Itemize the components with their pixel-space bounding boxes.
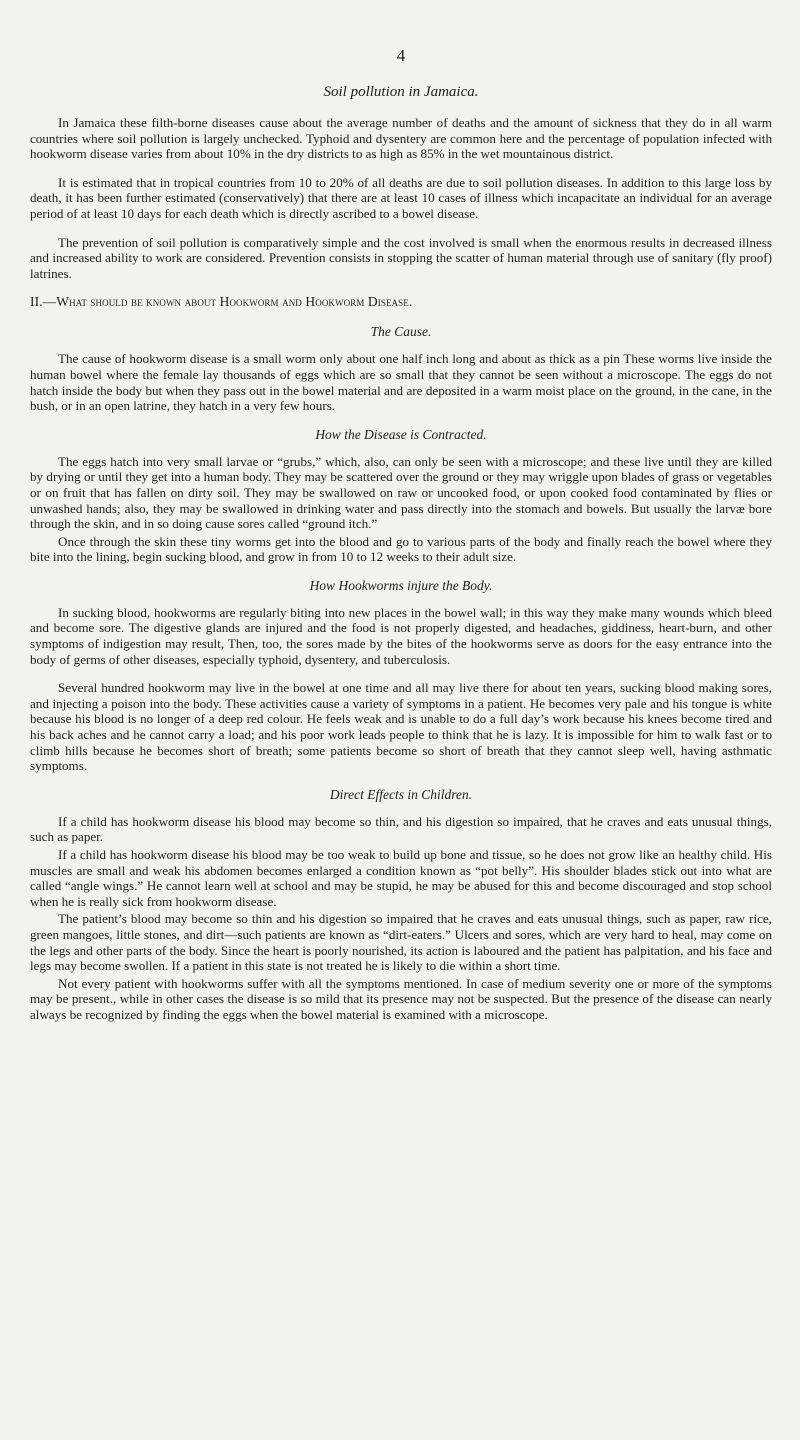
intro-paragraph-2: It is estimated that in tropical countries from 10 to 20% of all deaths are due to soil pollution diseases. In addition to this large loss by death, it has been further estimated (conservatively) that there are at least 10 cases of illness which incapacitate an individual for an average period of at least 10 days for each death which is directly ascribed to a bowel disease. (30, 174, 772, 221)
injure-paragraph-1: In sucking blood, hookworms are regularly biting into new places in the bowel wall; in this way they make many wounds which bleed and become sore. The digestive glands are injured and the food is not properly digested, and headaches, giddiness, heart-burn, and other symptoms of indigestion may result, Then, too, the sores made by the bites of the hookworms serve as doors for the easy entrance into the body of germs of other diseases, especially typhoid, dysentery, and tuberculosis. (30, 604, 772, 667)
subheading-children: Direct Effects in Children. (329, 786, 473, 802)
page-number: 4 (396, 46, 406, 65)
subheading-cause: The Cause. (370, 324, 432, 340)
intro-paragraph-3: The prevention of soil pollution is comparatively simple and the cost involved is small when the enormous results in decreased illness and increased ability to work are considered. Prevention consists in stopping the scatter of human material through use of sanitary (fly proof) latrines. (30, 234, 772, 281)
children-paragraph-3: The patient’s blood may become so thin and his digestion so impaired that he craves and eats unusual things, such as paper, raw rice, green mangoes, little stones, and dirt—such patients are known as “dirt-eaters.” Ulcers and sores, which are very hard to heal, may come on the legs and other parts of the body. Since the heart is poorly nourished, its action is laboured and the patient has palpitation, and his face and legs may become swollen. If a patient in this state is not treated he is likely to die within a short time. (30, 911, 772, 974)
subheading-injure: How Hookworms injure the Body. (309, 577, 493, 593)
section-heading-text: What should be known about Hookworm and Hookworm Disease. (56, 294, 413, 310)
section-numeral: II.— (30, 294, 57, 310)
document-title: Soil pollution in Jamaica. (323, 84, 479, 100)
children-paragraph-1: If a child has hookworm disease his blood may become so thin, and his digestion so impaired, that he craves and eats unusual things, such as paper. (30, 813, 772, 845)
contracted-paragraph-2: Once through the skin these tiny worms get into the blood and go to various parts of the body and finally reach the bowel where they bite into the lining, begin sucking blood, and grow in from 10 to 12 weeks to their adult size. (30, 533, 772, 565)
section-heading-hookworm (30, 294, 772, 310)
intro-paragraph-1: In Jamaica these filth-borne diseases cause about the average number of deaths and the amount of sickness that they do in all warm countries where soil pollution is largely unchecked. Typhoid and dysentery are common here and the percentage of population infected with hookworm disease varies from about 10% in the dry districts to as high as 85% in the wet mountainous district. (30, 115, 772, 162)
contracted-paragraph-1: The eggs hatch into very small larvae or “grubs,” which, also, can only be seen with a microscope; and these live until they are killed by drying or until they get into a human body. They may be scattered over the ground or they may wriggle upon blades of grass or vegetables or on fruit that has fallen on dirty soil. They may be swallowed on raw or uncooked food, or upon cooked food contaminated by flies or unwashed hands; also, they may be swallowed in drinking water and pass directly into the stomach and bowels. But usually the larvæ bore through the skin, and in so doing cause sores called “ground itch.” (30, 453, 772, 532)
injure-paragraph-2: Several hundred hookworm may live in the bowel at one time and all may live there for about ten years, sucking blood making sores, and injecting a poison into the body. These activities cause a variety of symptoms in a patient. He becomes very pale and his tongue is white because his blood is no longer of a deep red colour. He feels weak and is unable to do a full day’s work because his knees become tired and his back aches and he cannot carry a load; and his poor work leads people to think that he is lazy. It is impossible for him to walk fast or to climb hills because he becomes short of breath; some patients become so short of breath that they cannot sleep well, having asthmatic symptoms. (30, 680, 772, 774)
subheading-contracted: How the Disease is Contracted. (315, 426, 487, 442)
children-paragraph-2: If a child has hookworm disease his blood may be too weak to build up bone and tissue, so he does not grow like an healthy child. His muscles are small and weak his abdomen becomes enlarged a condition known as “pot belly”. His shoulder blades stick out into what are called “angle wings.” He cannot learn well at school and may be stupid, he may be abused for this and become discouraged and stop school when he is really sick from hookworm disease. (30, 847, 772, 909)
children-paragraph-4: Not every patient with hookworms suffer with all the symptoms mentioned. In case of medium severity one or more of the symptoms may be present., while in other cases the disease is so mild that its presence may not be suspected. But the presence of the disease can nearly always be recognized by finding the eggs when the bowel material is examined with a microscope. (30, 975, 772, 1022)
cause-paragraph: The cause of hookworm disease is a small worm only about one half inch long and about as thick as a pin These worms live inside the human bowel where the female lay thousands of eggs which are so small that they cannot be seen without a microscope. The eggs do not hatch inside the body but when they pass out in the bowel material and are deposited in a warm moist place on the ground, in the cane, in the bush, or in an open latrine, they hatch in a very few hours. (30, 351, 772, 414)
